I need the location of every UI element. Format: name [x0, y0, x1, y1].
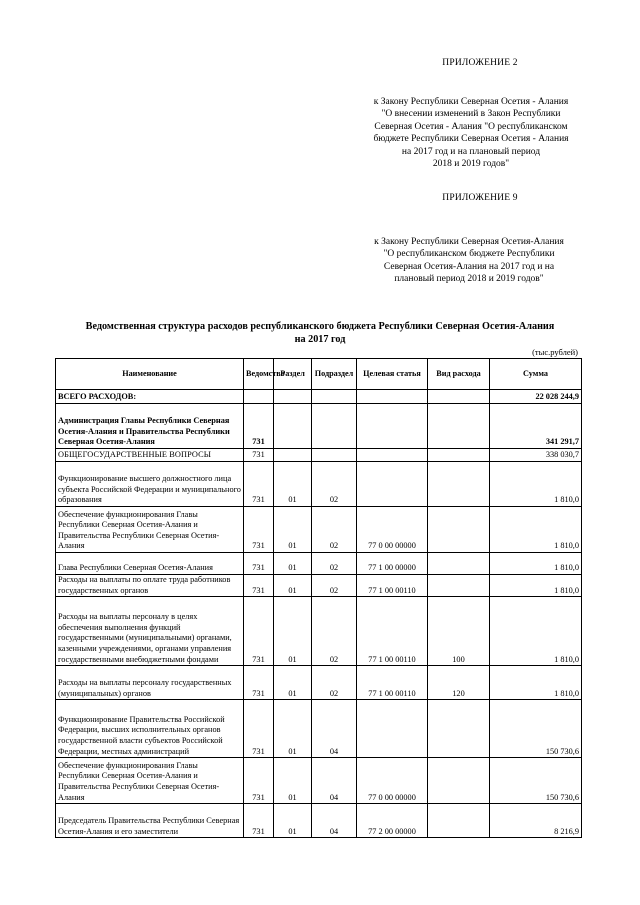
- appendix-9-line: Северная Осетия-Алания на 2017 год и на: [383, 261, 555, 272]
- document-title: [40, 320, 600, 346]
- header-target: Целевая статья: [357, 359, 428, 390]
- cell-dept: 731: [244, 507, 274, 553]
- cell-name: Функционирование Правительства Российской Федерации, высших исполнительных органов государственной власти субъектов Российской Федерации, местных администраций: [56, 700, 244, 758]
- cell-name: Расходы на выплаты персоналу в целях обеспечения выполнения функций государственными (муниципальными) органами, казенными учреждениями, органами управления государственными внебюджетными фондами: [56, 597, 244, 666]
- units-label: (тыс.рублей): [532, 347, 578, 357]
- cell-dept: 731: [244, 758, 274, 804]
- cell-target: 77 1 00 00110: [357, 575, 428, 597]
- cell-subsection: [312, 404, 357, 449]
- cell-subsection: 02: [312, 553, 357, 575]
- table-row: [56, 390, 582, 404]
- cell-subsection: 04: [312, 700, 357, 758]
- header-sum: Сумма: [490, 359, 582, 390]
- header-subsection: Подраздел: [312, 359, 357, 390]
- cell-dept: 731: [244, 804, 274, 838]
- document-title-line-2: на 2017 год: [294, 334, 346, 345]
- cell-dept: 731: [244, 575, 274, 597]
- header-name: Наименование: [56, 359, 244, 390]
- table-row: [56, 449, 582, 462]
- table-row: [56, 700, 582, 758]
- table-row: [56, 804, 582, 838]
- cell-name: Расходы на выплаты персоналу государственных (муниципальных) органов: [56, 666, 244, 700]
- cell-target: 77 1 00 00110: [357, 597, 428, 666]
- cell-section: 01: [274, 597, 312, 666]
- table-header-row: [56, 359, 582, 390]
- cell-dept: 731: [244, 462, 274, 507]
- cell-subsection: 02: [312, 462, 357, 507]
- cell-sum: 338 030,7: [490, 449, 582, 462]
- cell-name: Функционирование высшего должностного лица субъекта Российской Федерации и муниципального образования: [56, 462, 244, 507]
- appendix-2-line: на 2017 год и на плановый период: [401, 146, 541, 157]
- cell-exp-type: [428, 462, 490, 507]
- budget-table: [55, 358, 582, 838]
- cell-dept: 731: [244, 700, 274, 758]
- appendix-2-line: бюджете Республики Северная Осетия - Алания: [373, 134, 569, 145]
- table-row: [56, 666, 582, 700]
- cell-sum: 1 810,0: [490, 507, 582, 553]
- cell-section: 01: [274, 462, 312, 507]
- appendix-9-text: [356, 236, 582, 286]
- table-row: [56, 462, 582, 507]
- cell-subsection: [312, 390, 357, 404]
- cell-target: 77 0 00 00000: [357, 507, 428, 553]
- cell-subsection: 02: [312, 666, 357, 700]
- cell-section: 01: [274, 507, 312, 553]
- cell-exp-type: [428, 553, 490, 575]
- cell-target: 77 0 00 00000: [357, 758, 428, 804]
- cell-name: Обеспечение функционирования Главы Республики Северная Осетия-Алания и Правительства Республики Северная Осетия-Алания: [56, 758, 244, 804]
- cell-exp-type: [428, 404, 490, 449]
- cell-exp-type: [428, 700, 490, 758]
- appendix-2-heading: ПРИЛОЖЕНИЕ 2: [442, 58, 518, 68]
- cell-subsection: 02: [312, 575, 357, 597]
- cell-section: 01: [274, 700, 312, 758]
- cell-exp-type: [428, 449, 490, 462]
- cell-section: 01: [274, 575, 312, 597]
- cell-section: 01: [274, 804, 312, 838]
- cell-sum: 1 810,0: [490, 462, 582, 507]
- cell-exp-type: [428, 390, 490, 404]
- cell-section: [274, 404, 312, 449]
- appendix-2-line: 2018 и 2019 годов": [432, 159, 510, 170]
- cell-section: 01: [274, 758, 312, 804]
- cell-section: 01: [274, 666, 312, 700]
- cell-exp-type: [428, 804, 490, 838]
- appendix-2-line: "О внесении изменений в Закон Республики: [381, 109, 561, 120]
- appendix-9-line: плановый период 2018 и 2019 годов": [394, 274, 544, 285]
- cell-dept: 731: [244, 449, 274, 462]
- cell-name: ВСЕГО РАСХОДОВ:: [56, 390, 244, 404]
- cell-name: Обеспечение функционирования Главы Республики Северная Осетия-Алания и Правительства Республики Северная Осетия-Алания: [56, 507, 244, 553]
- appendix-2-title: [420, 57, 540, 69]
- cell-dept: 731: [244, 553, 274, 575]
- cell-sum: 150 730,6: [490, 758, 582, 804]
- cell-target: [357, 700, 428, 758]
- table-row: [56, 575, 582, 597]
- cell-name: Администрация Главы Республики Северная Осетия-Алания и Правительства Республики Северная Осетия-Алания: [56, 404, 244, 449]
- table-row: [56, 597, 582, 666]
- appendix-9-heading: ПРИЛОЖЕНИЕ 9: [442, 193, 518, 203]
- cell-dept: [244, 390, 274, 404]
- cell-sum: 341 291,7: [490, 404, 582, 449]
- cell-subsection: 04: [312, 758, 357, 804]
- cell-name: Председатель Правительства Республики Северная Осетия-Алания и его заместители: [56, 804, 244, 838]
- cell-name: ОБЩЕГОСУДАРСТВЕННЫЕ ВОПРОСЫ: [56, 449, 244, 462]
- table-row: [56, 507, 582, 553]
- cell-dept: 731: [244, 666, 274, 700]
- cell-target: [357, 404, 428, 449]
- cell-sum: 22 028 244,9: [490, 390, 582, 404]
- cell-exp-type: [428, 507, 490, 553]
- table-row: [56, 404, 582, 449]
- cell-dept: 731: [244, 404, 274, 449]
- cell-section: [274, 390, 312, 404]
- cell-sum: 1 810,0: [490, 666, 582, 700]
- appendix-9-line: к Закону Республики Северная Осетия-Алания: [374, 237, 564, 247]
- table-row: [56, 553, 582, 575]
- appendix-2-line: к Закону Республики Северная Осетия - Алания: [373, 97, 569, 107]
- cell-section: [274, 449, 312, 462]
- cell-sum: 150 730,6: [490, 700, 582, 758]
- cell-exp-type: 100: [428, 597, 490, 666]
- cell-exp-type: [428, 575, 490, 597]
- table-row: [56, 758, 582, 804]
- cell-name: Глава Республики Северная Осетия-Алания: [56, 553, 244, 575]
- cell-sum: 1 810,0: [490, 553, 582, 575]
- header-section: Раздел: [274, 359, 312, 390]
- cell-subsection: 02: [312, 507, 357, 553]
- cell-sum: 1 810,0: [490, 575, 582, 597]
- cell-target: [357, 462, 428, 507]
- cell-section: 01: [274, 553, 312, 575]
- cell-target: [357, 449, 428, 462]
- cell-target: [357, 390, 428, 404]
- cell-exp-type: 120: [428, 666, 490, 700]
- document-title-line-1: Ведомственная структура расходов республиканского бюджета Республики Северная Осетия-Алания: [85, 321, 555, 332]
- appendix-2-line: Северная Осетия - Алания "О республиканском: [374, 121, 568, 132]
- cell-target: 77 1 00 00000: [357, 553, 428, 575]
- cell-target: 77 1 00 00110: [357, 666, 428, 700]
- header-dept: Ведомство: [244, 359, 274, 390]
- cell-subsection: 04: [312, 804, 357, 838]
- cell-name: Расходы на выплаты по оплате труда работников государственных органов: [56, 575, 244, 597]
- cell-dept: 731: [244, 597, 274, 666]
- cell-sum: 8 216,9: [490, 804, 582, 838]
- cell-subsection: 02: [312, 597, 357, 666]
- cell-target: 77 2 00 00000: [357, 804, 428, 838]
- cell-subsection: [312, 449, 357, 462]
- appendix-9-title: [420, 192, 540, 204]
- cell-sum: 1 810,0: [490, 597, 582, 666]
- cell-exp-type: [428, 758, 490, 804]
- appendix-9-line: "О республиканском бюджете Республики: [383, 249, 555, 260]
- appendix-2-text: [358, 96, 584, 170]
- header-exp-type: Вид расхода: [428, 359, 490, 390]
